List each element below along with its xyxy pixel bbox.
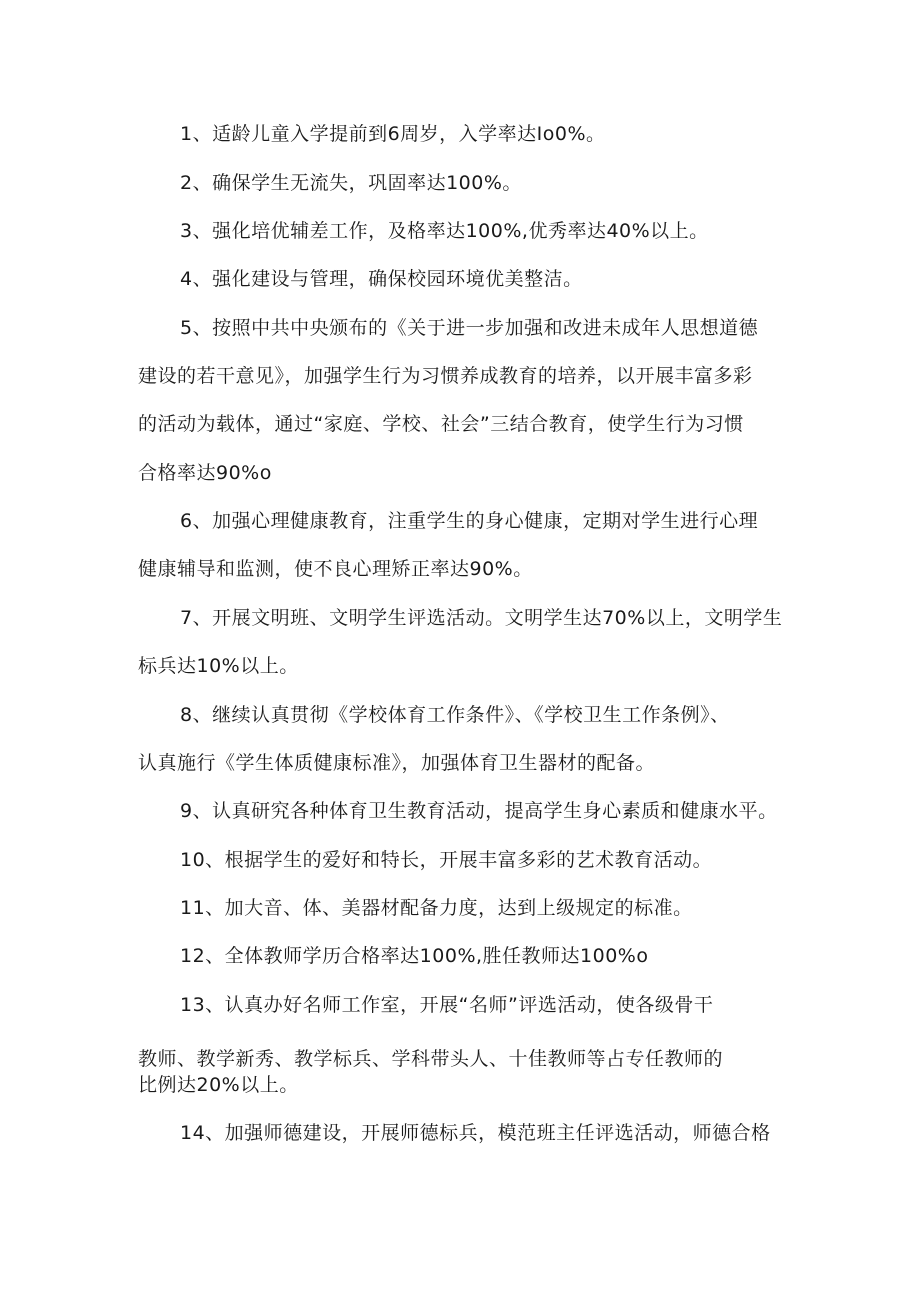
item-4-line: 4、强化建设与管理，确保校园环境优美整洁。 xyxy=(180,268,583,290)
item-10-line: 10、根据学生的爱好和特长，开展丰富多彩的艺术教育活动。 xyxy=(180,849,713,871)
item-2-line: 2、确保学生无流失，巩固率达100%。 xyxy=(180,172,522,194)
item-5-line-1: 5、按照中共中央颁布的《关于进一步加强和改进未成年人思想道德 xyxy=(180,317,759,339)
item-13-line-3: 比例达20%以上。 xyxy=(138,1074,299,1096)
item-6-line-2: 健康辅导和监测，使不良心理矫正率达90%。 xyxy=(138,558,533,580)
item-14-line: 14、加强师德建设，开展师德标兵，模范班主任评选活动，师德合格 xyxy=(180,1122,771,1144)
item-5-line-2: 建设的若干意见》，加强学生行为习惯养成教育的培养，以开展丰富多彩 xyxy=(138,365,753,387)
item-13-line-1: 13、认真办好名师工作室，开展“名师”评选活动，使各级骨干 xyxy=(180,994,714,1016)
item-3-line: 3、强化培优辅差工作，及格率达100%,优秀率达40%以上。 xyxy=(180,220,709,242)
item-6-line-1: 6、加强心理健康教育，注重学生的身心健康，定期对学生进行心理 xyxy=(180,510,759,532)
item-9-line: 9、认真研究各种体育卫生教育活动，提高学生身心素质和健康水平。 xyxy=(180,800,778,822)
item-5-line-4: 合格率达90%o xyxy=(138,462,272,484)
item-5-line-3: 的活动为载体，通过“家庭、学校、社会”三结合教育，使学生行为习惯 xyxy=(138,413,744,435)
item-13-line-2: 教师、教学新秀、教学标兵、学科带头人、十佳教师等占专任教师的 xyxy=(138,1048,724,1070)
item-11-line: 11、加大音、体、美器材配备力度，达到上级规定的标准。 xyxy=(180,897,693,919)
item-8-line-1: 8、继续认真贯彻《学校体育工作条件》、《学校卫生工作条例》、 xyxy=(180,704,730,726)
item-7-line-2: 标兵达10%以上。 xyxy=(138,655,299,677)
item-12-line: 12、全体教师学历合格率达100%,胜任教师达100%o xyxy=(180,945,649,967)
item-8-line-2: 认真施行《学生体质健康标准》，加强体育卫生器材的配备。 xyxy=(138,752,656,774)
item-7-line-1: 7、开展文明班、文明学生评选活动。文明学生达70%以上，文明学生 xyxy=(180,607,783,629)
item-1-line: 1、适龄儿童入学提前到6周岁，入学率达Io0%。 xyxy=(180,123,606,145)
